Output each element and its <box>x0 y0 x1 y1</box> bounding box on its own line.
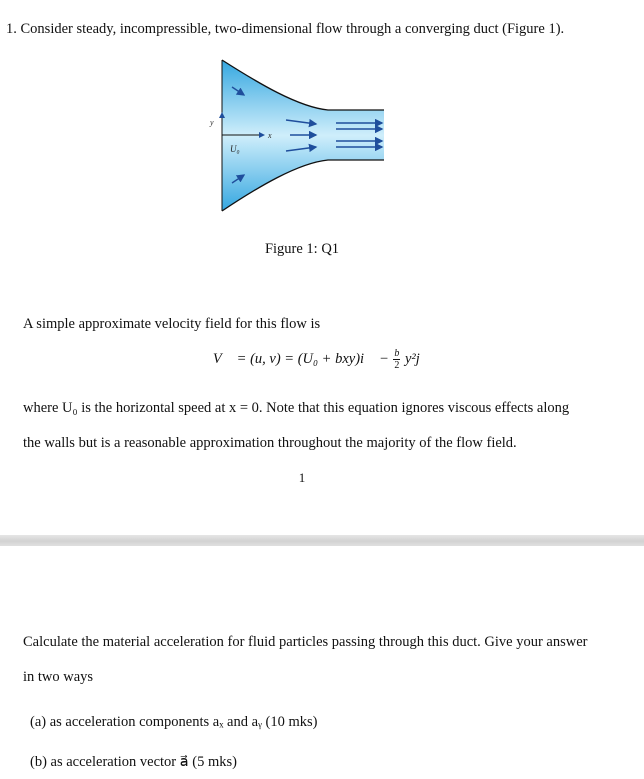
equation-lhs: V⃗ = (u, v) = (U₀ + bxy)i⃗ − <box>212 350 389 367</box>
equation-rhs: y²j⃗ <box>405 350 432 367</box>
page-2 <box>0 546 644 779</box>
where-text-line-2: the walls but is a reasonable approximation throughout the majority of the flow field. <box>23 435 517 451</box>
where-text-line-1: where U₀ is the horizontal speed at x = 0. Note that this equation ignores viscous effects along <box>23 400 570 416</box>
page-separator <box>0 535 644 546</box>
converging-duct-figure <box>210 55 388 215</box>
figure-caption: Figure 1: Q1 <box>264 241 340 257</box>
page-number: 1 <box>298 470 306 485</box>
part-b: (b) as acceleration vector a⃗ (5 mks) <box>30 754 237 770</box>
fraction-numerator: b <box>394 348 400 359</box>
intro-text: A simple approximate velocity field for this flow is <box>23 316 321 332</box>
task-text-line-2: in two ways <box>23 669 94 685</box>
equation-fraction <box>393 348 400 371</box>
part-a: (a) as acceleration components aₓ and aᵧ (10 mks) <box>30 714 318 730</box>
y-axis-label: y <box>210 118 214 127</box>
velocity-equation <box>0 348 644 371</box>
x-axis-label: x <box>268 131 272 140</box>
task-text-line-1: Calculate the material acceleration for fluid particles passing through this duct. Give your answer <box>23 634 588 650</box>
u0-label: U₀ <box>230 144 240 154</box>
question-title: 1. Consider steady, incompressible, two-dimensional flow through a converging duct (Figure 1). <box>6 21 565 37</box>
fraction-denominator: 2 <box>394 360 400 371</box>
